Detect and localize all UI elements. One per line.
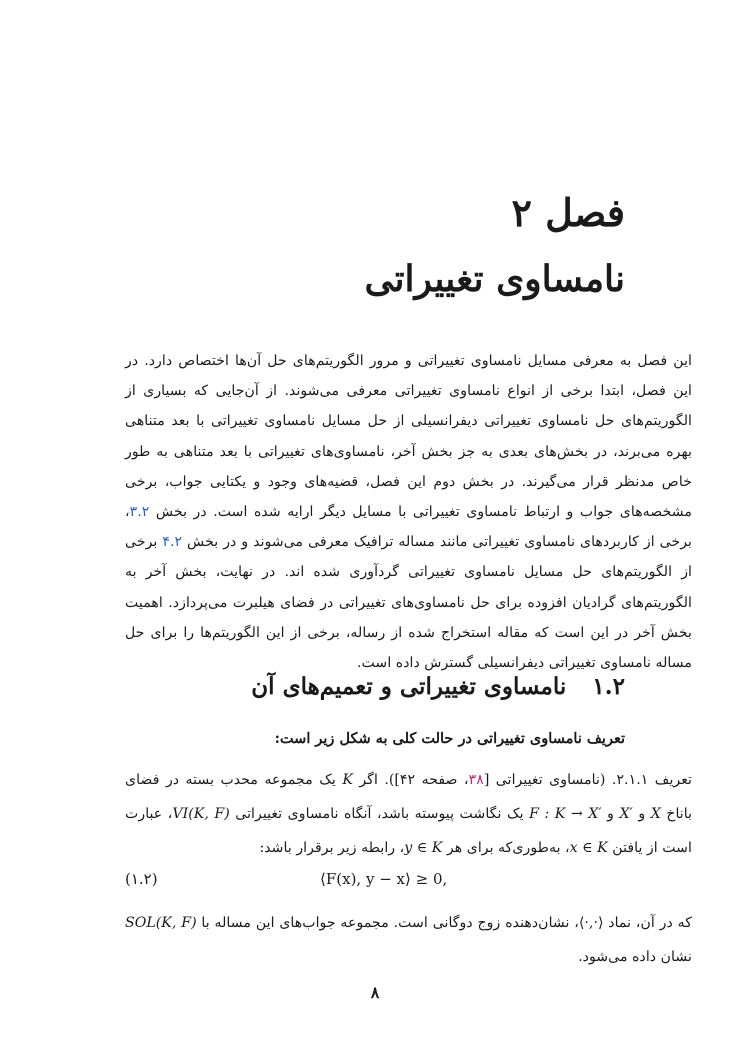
math-expression: F : K → X′ <box>529 806 602 822</box>
definition-text: یک مجموعه محدب بسته در فضای باناخ <box>125 772 693 822</box>
citation-link[interactable]: ۳۸ <box>468 772 484 788</box>
section-heading <box>251 673 625 700</box>
section-number: ۱.۲ <box>592 673 625 700</box>
definition-text: اگر <box>359 772 378 788</box>
math-expression: x ∈ K <box>569 840 608 856</box>
definition-text: ، رابطه زیر برقرار باشد: <box>259 840 405 856</box>
definition-name-close: ، صفحه ۴۲]). <box>384 772 469 788</box>
remark-text: که در آن، نماد ⟨·,·⟩، نشان‌دهنده زوج دوگانی است. مجموعه جواب‌های این مساله با <box>201 915 692 931</box>
remark-paragraph <box>125 906 692 974</box>
equation-formula: ⟨F(x), y − x⟩ ≥ 0, <box>320 870 448 888</box>
math-symbol: K <box>342 772 353 788</box>
section-title: نامساوی تغییراتی و تعمیم‌های آن <box>251 673 567 700</box>
chapter-title: نامساوی تغییراتی <box>364 258 625 300</box>
math-expression: SOL(K, F) <box>125 915 197 931</box>
math-symbol: X′ <box>619 806 633 822</box>
definition-text: و <box>638 806 646 822</box>
intro-text-b: ، برخی از کاربردهای نامساوی تغییراتی مانند مساله ترافیک معرفی می‌شوند و در بخش <box>125 504 692 551</box>
definition-label: تعریف ۲.۱.۱. <box>611 772 693 788</box>
definition-text: و <box>607 806 614 822</box>
intro-text-c: برخی از الگوریتم‌های حل مسایل نامساوی تغییراتی گردآوری شده اند. در نهایت، بخش آخر به الگوریتم‌های گرادیان افزوده برای حل نامساوی‌های تغییراتی در فضای هیلبرت می‌پردازد. اهمیت بخش آخر در این است که مقاله استخراج شده از رساله، برخی از این الگوریتم‌ها را برای حل مساله نامساوی تغییراتی دیفرانسیلی گسترش داده است. <box>125 534 692 672</box>
intro-paragraph <box>125 346 692 678</box>
page-number: ۸ <box>370 983 380 1002</box>
math-expression: VI(K, F) <box>172 806 230 822</box>
section-ref-link[interactable]: ۳.۲ <box>129 504 150 521</box>
section-ref-link[interactable]: ۴.۲ <box>162 534 183 551</box>
math-symbol: X <box>650 806 661 822</box>
definition-intro: تعریف نامساوی تغییراتی در حالت کلی به شکل زیر است: <box>274 730 625 747</box>
chapter-label: فصل ۲ <box>511 190 625 235</box>
definition-text: ، به‌طوری‌که برای هر <box>446 840 570 856</box>
equation-number: (۱.۲) <box>125 870 158 888</box>
math-expression: y ∈ K <box>404 840 443 856</box>
definition-text: یک نگاشت پیوسته باشد، آنگاه نامساوی تغییراتی <box>235 806 524 822</box>
intro-text-a: این فصل به معرفی مسایل نامساوی تغییراتی و مرور الگوریتم‌های حل آن‌ها اختصاص دارد. در این فصل، ابتدا برخی از انواع نامساوی تغییراتی معرفی می‌شوند. از آن‌جایی که بسیاری از الگوریتم‌های حل نامساوی تغییراتی دیفرانسیلی از حل مسایل نامساوی تغییراتی با بعد متناهی بهره می‌برند، در بخش‌های بعدی به جز بخش آخر، نامساوی‌های تغییراتی با بعد متناهی به طور خاص مدنظر قرار می‌گیرند. در بخش دوم این فصل، قضیه‌های وجود و یکتایی جواب، برخی مشخصه‌های جواب و ارتباط نامساوی تغییراتی با مسایل دیگر ارایه شده است. در بخش <box>125 353 692 521</box>
definition-text: ، عبارت است از یافتن <box>125 806 692 856</box>
remark-text: نشان داده می‌شود. <box>578 949 692 965</box>
definition-name-open: (نامساوی تغییراتی [ <box>483 772 606 788</box>
definition-block <box>125 763 692 865</box>
display-equation <box>125 864 692 900</box>
